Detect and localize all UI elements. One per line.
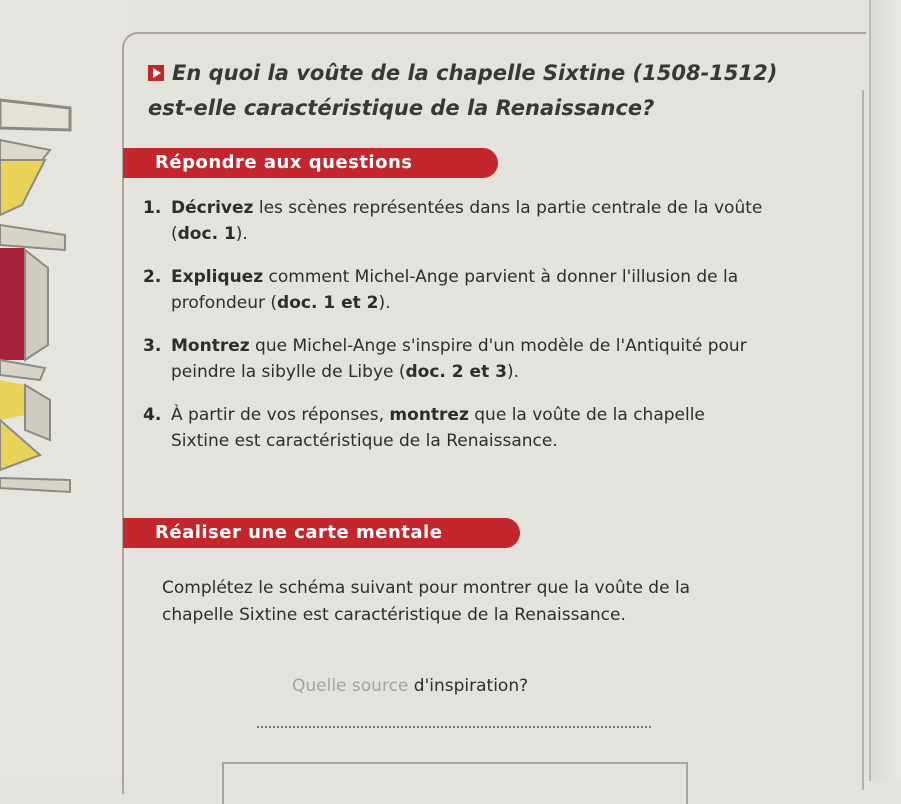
mindmap-box: [222, 762, 688, 804]
question-list: [143, 196, 763, 472]
answer-line: [257, 726, 651, 728]
question-item: 4. À partir de vos réponses, montrez que la voûte de la chapelle Sixtine est caractéristique de la Renaissance.: [143, 405, 705, 451]
question-item: 1. Décrivez les scènes représentées dans la partie centrale de la voûte (doc. 1).: [143, 198, 763, 244]
fresco-fragment-image: [0, 0, 130, 781]
frame-divider: [862, 90, 864, 790]
mindmap-prompt: Quelle source d'inspiration?: [292, 676, 529, 696]
section-banner-questions: Répondre aux questions: [123, 148, 498, 178]
page-title: En quoi la voûte de la chapelle Sixtine (1508-1512) est-elle caractéristique de la Renaissance?: [148, 61, 778, 120]
question-item: 2. Expliquez comment Michel-Ange parvient à donner l'illusion de la profondeur (doc. 1 et 2).: [143, 267, 739, 313]
page-edge: [869, 0, 901, 781]
section-banner-mindmap: Réaliser une carte mentale: [123, 518, 520, 548]
play-icon: [148, 65, 164, 81]
mindmap-instruction: Complétez le schéma suivant pour montrer que la voûte de la chapelle Sixtine est caractéristique de la Renaissance.: [162, 578, 691, 625]
question-item: 3. Montrez que Michel-Ange s'inspire d'un modèle de l'Antiquité pour peindre la sibylle de Libye (doc. 2 et 3).: [143, 336, 747, 382]
